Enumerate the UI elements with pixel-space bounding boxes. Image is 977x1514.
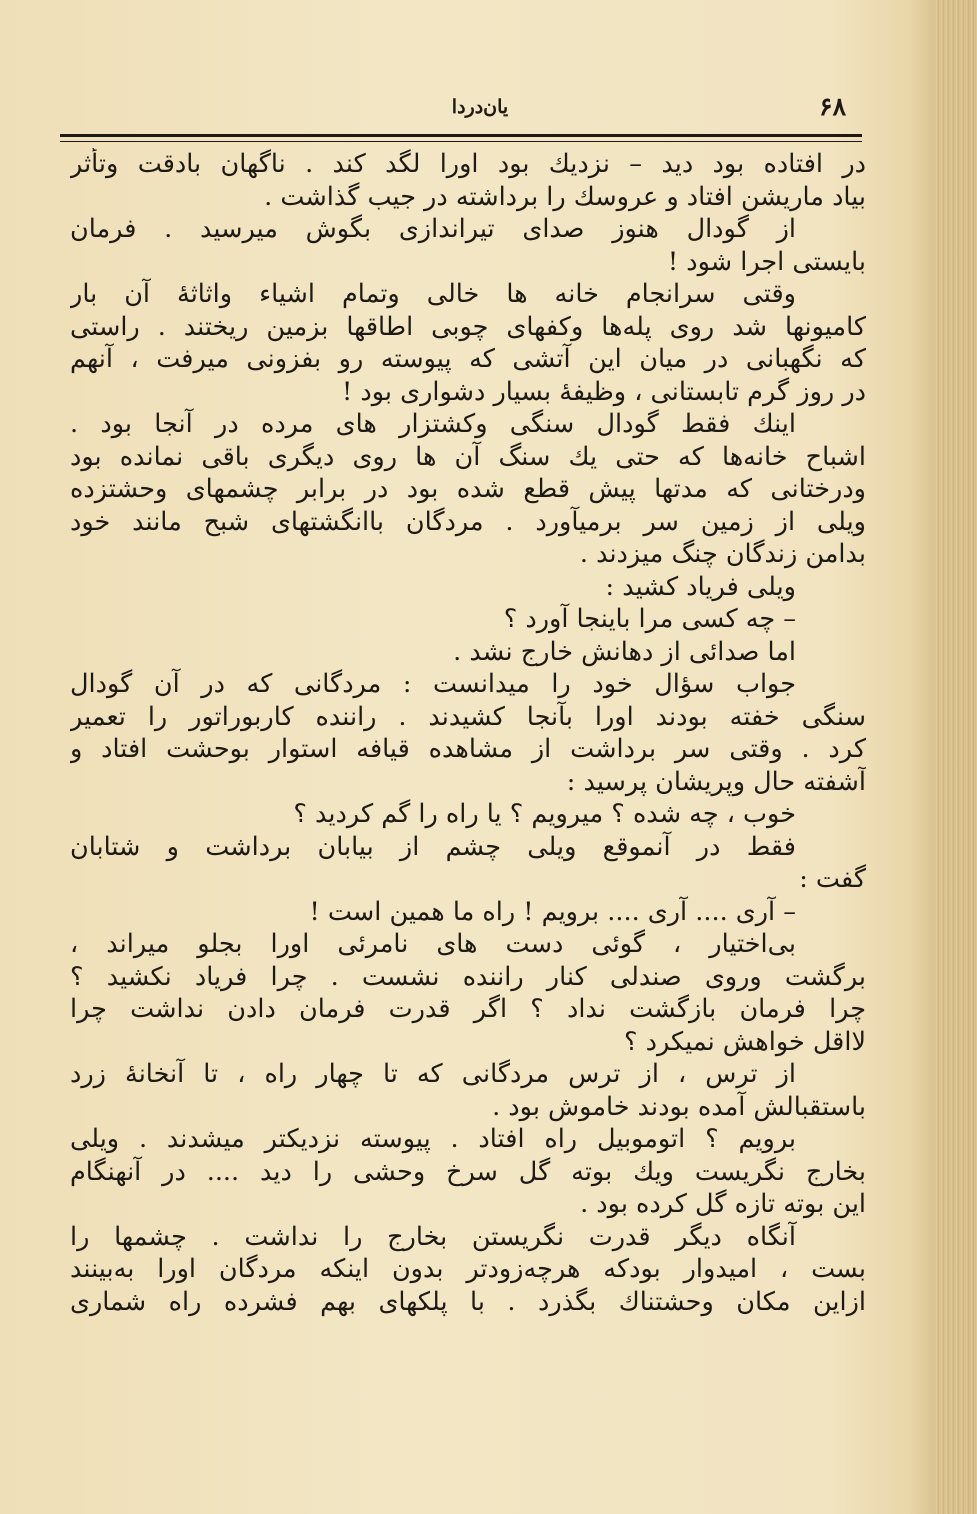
text-line: برویم ؟ اتوموبیل راه افتاد . پیوسته نزدیکتر میشدند . ویلی: [70, 1124, 796, 1154]
text-line: اما صدائی از دهانش خارج نشد .: [453, 636, 796, 667]
text-line: خوب ، چه شده ؟ میرویم ؟ یا راه را گم کردید ؟: [293, 799, 796, 829]
text-line: آنگاه دیگر قدرت نگریستن بخارج را نداشت . چشمها را: [70, 1221, 796, 1252]
text-line: از ترس ، از ترس مردگانی که تا چهار راه ، تا آنخانهٔ زرد: [70, 1059, 796, 1089]
text-line: چرا فرمان بازگشت نداد ؟ اگر قدرت فرمان دادن نداشت چرا: [70, 994, 866, 1024]
text-line: – چه کسی مرا باینجا آورد ؟: [503, 604, 796, 634]
page-edge: [935, 0, 977, 1514]
text-line: ویلی از زمین سر برمیآورد . مردگان باانگشتهای شبح مانند خود: [70, 506, 866, 537]
running-title: یان‌دردا: [451, 96, 509, 118]
text-line: در افتاده بود دید – نزدیك بود اورا لگد کند . ناگهان بادقت وتأثر: [70, 149, 866, 179]
text-line: گفت :: [799, 864, 866, 894]
text-line: از گودال هنوز صدای تیراندازی بگوش میرسید . فرمان: [70, 214, 796, 244]
body-text: [70, 148, 866, 1318]
text-line: کرد . وقتی سر برداشت از مشاهده قیافه استوار بوحشت افتاد و: [70, 734, 866, 764]
text-line: وقتی سرانجام خانه ها خالی وتمام اشیاء واثاثهٔ آن بار: [70, 279, 796, 309]
text-line: بی‌اختیار ، گوئی دست های نامرئی اورا بجلو میراند ،: [70, 929, 796, 959]
text-line: ازاین مکان وحشتناك بگذرد . با پلکهای بهم فشرده راه شماری: [70, 1286, 866, 1317]
page-number: ۶۸: [819, 92, 846, 121]
text-line: کامیونها شد روی پله‌ها وکفهای چوبی اطاقها بزمین ریختند . راستی: [70, 311, 866, 342]
text-line: لااقل خواهش نمیکرد ؟: [623, 1026, 866, 1057]
text-line: ویلی فریاد کشید :: [605, 571, 796, 602]
text-line: بیاد ماریشن افتاد و عروسك را برداشته در جیب گذاشت .: [264, 181, 866, 212]
text-line: اینك فقط گودال سنگی وکشتزار های مرده در آنجا بود .: [70, 409, 796, 439]
text-line: باستقبالش آمده بودند خاموش بود .: [492, 1091, 866, 1122]
text-line: فقط در آنموقع ویلی چشم از بیابان برداشت و شتابان: [70, 831, 796, 862]
text-line: که نگهبانی در میان این آتشی که پیوسته رو بفزونی میرفت ، آنهم: [70, 344, 866, 374]
text-line: در روز گرم تابستانی ، وظیفهٔ بسیار دشواری بود !: [342, 376, 866, 407]
text-line: بایستی اجرا شود !: [667, 246, 866, 277]
text-line: بست ، امیدوار بودکه هرچه‌زودتر بدون اینکه مردگان اورا به‌بینند: [70, 1254, 866, 1284]
text-line: بدامن زندگان چنگ میزدند .: [579, 539, 866, 569]
text-line: جواب سؤال خود را میدانست : مردگانی که در آن گودال: [70, 669, 796, 699]
text-line: برگشت وروی صندلی کنار راننده نشست . چرا فریاد نکشید ؟: [70, 961, 866, 992]
text-line: بخارج نگریست ویك بوته گل سرخ وحشی را دید .... در آنهنگام: [70, 1156, 866, 1187]
text-line: اشباح خانه‌ها که حتی یك سنگ آن ها روی دیگری باقی نمانده بود: [70, 441, 866, 472]
text-line: سنگی خفته بودند اورا بآنجا کشیدند . راننده کاربوراتور را تعمیر: [70, 701, 866, 732]
text-line: ودرختانی که مدتها پیش قطع شده بود در برابر چشمهای وحشتزده: [70, 474, 866, 504]
header-rule: [60, 134, 862, 142]
page-header: [60, 88, 860, 134]
text-line: این بوته تازه گل کرده بود .: [580, 1189, 866, 1219]
text-line: آشفته حال وپریشان پرسید :: [566, 766, 866, 797]
text-line: – آری .... آری .... برویم ! راه ما همین است !: [309, 896, 796, 927]
